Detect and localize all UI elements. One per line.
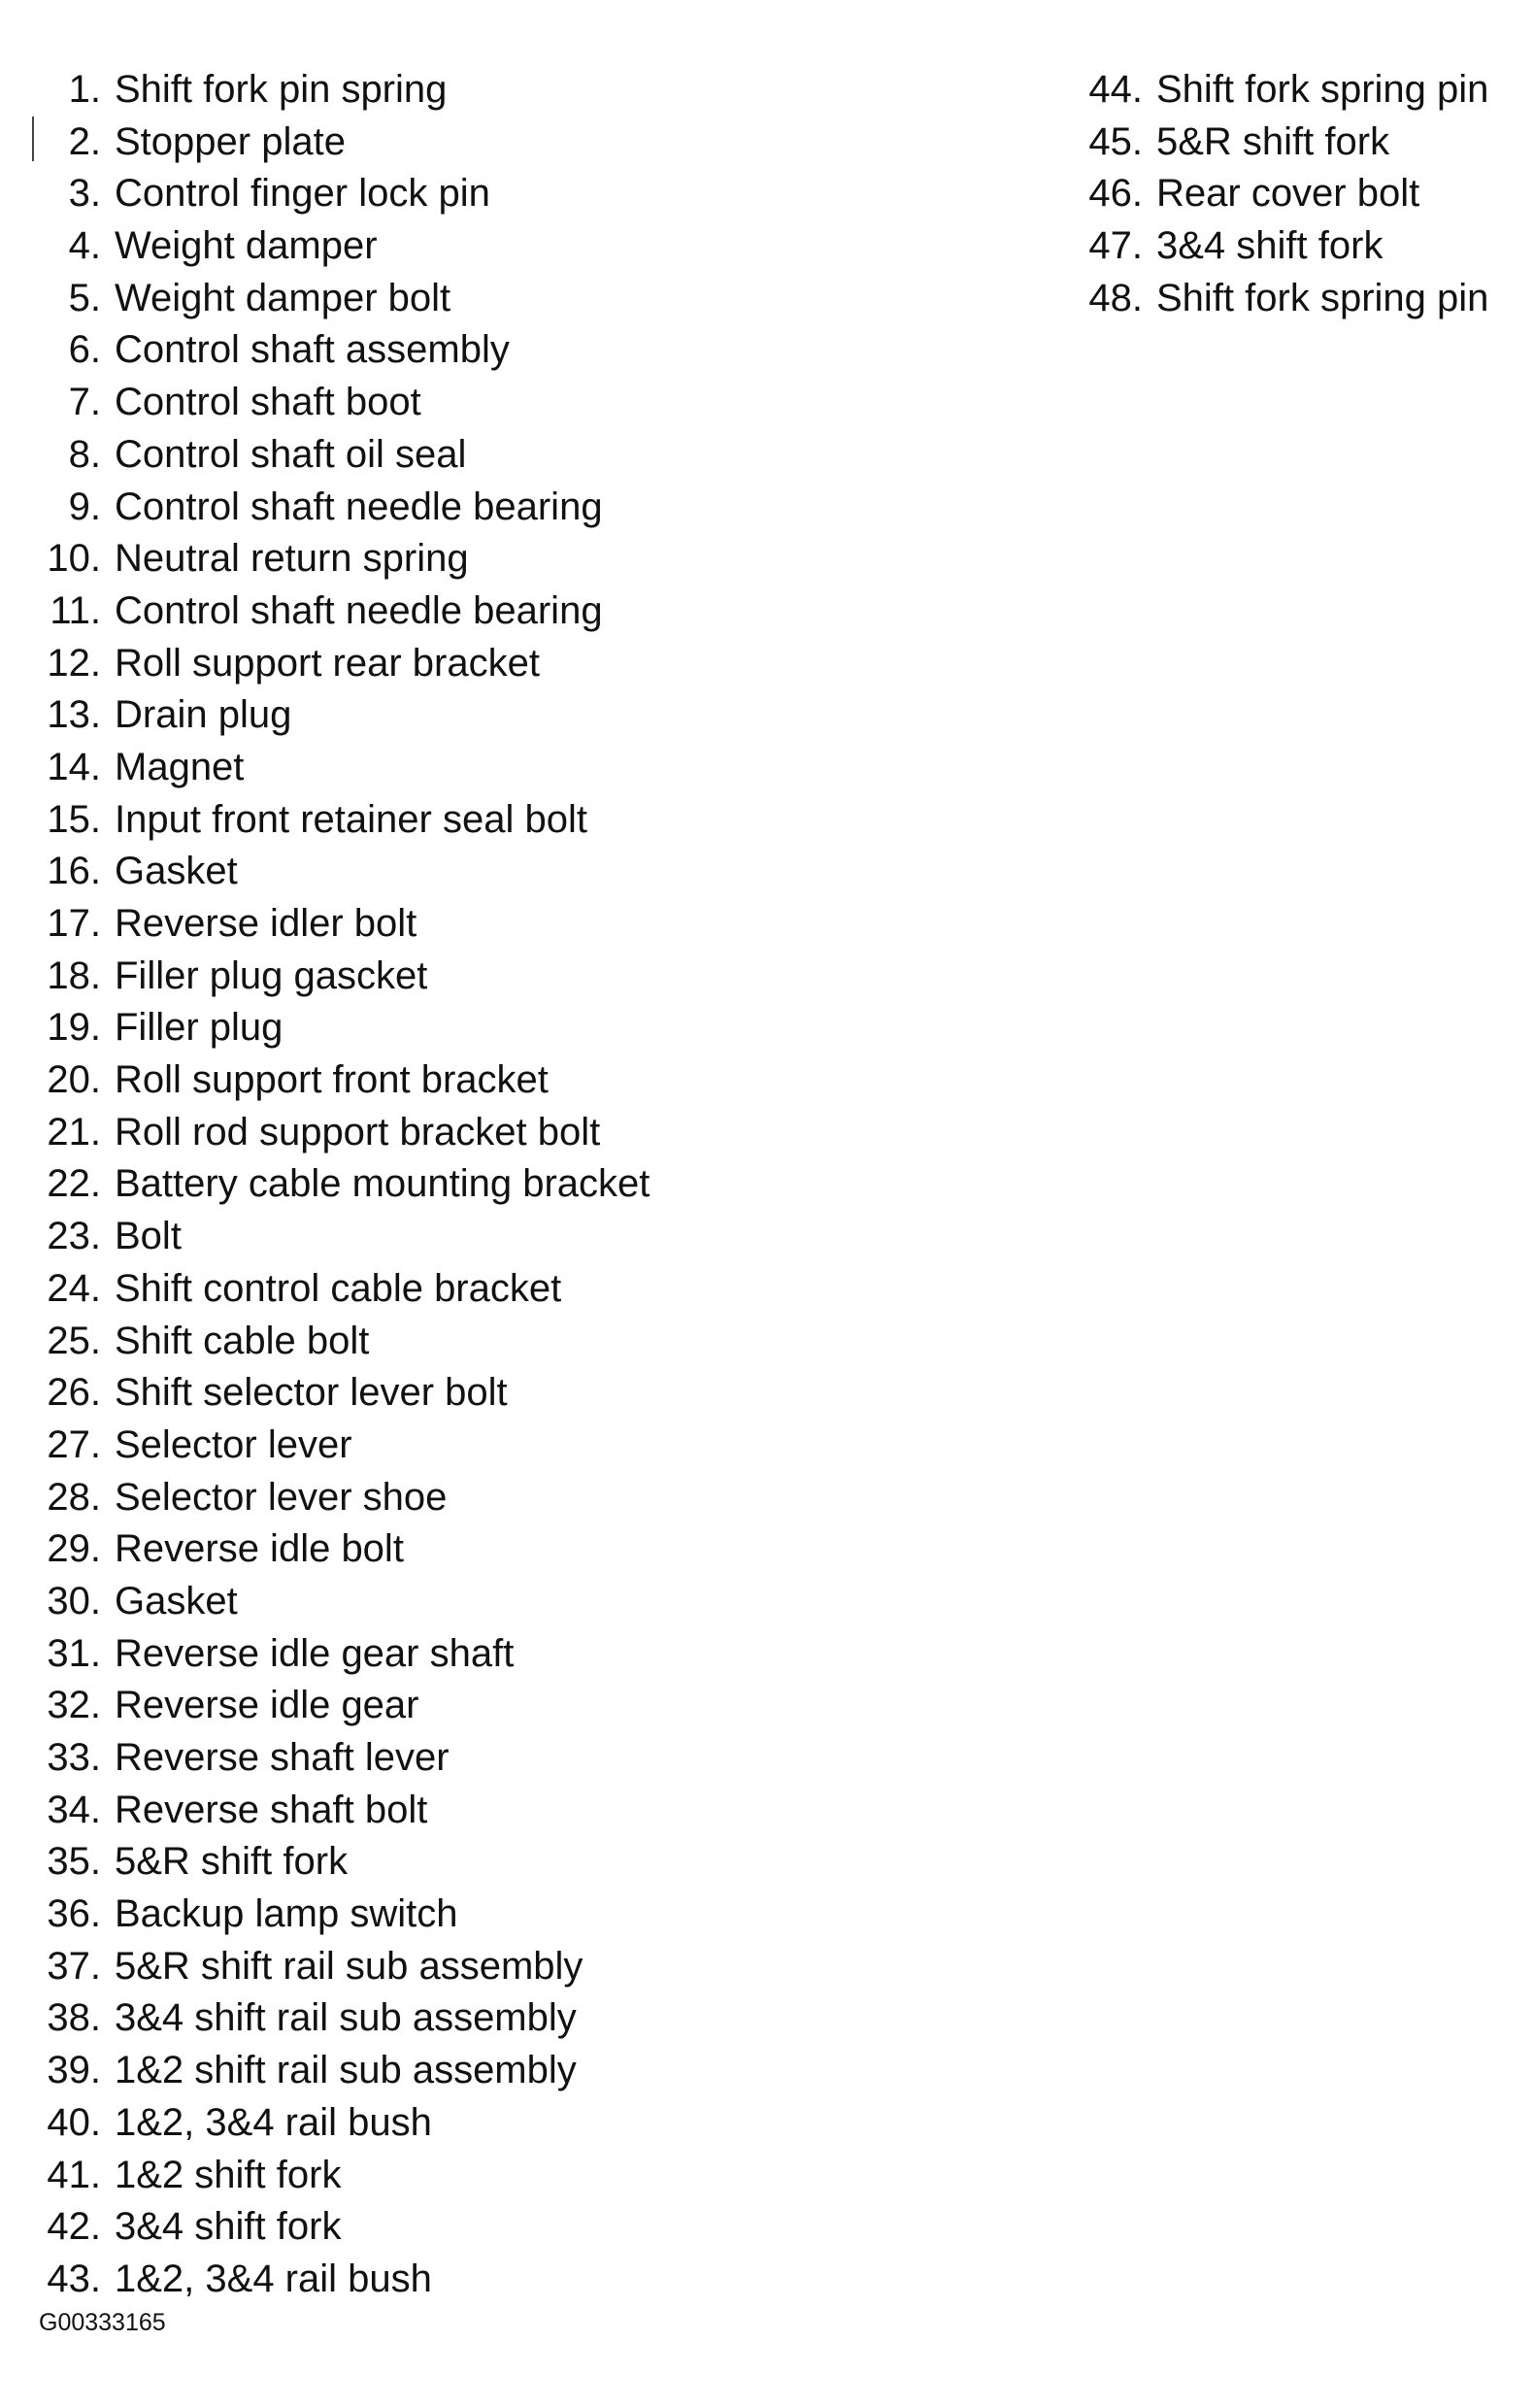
legend-item-label: 3&4 shift fork bbox=[1156, 224, 1384, 268]
legend-item bbox=[39, 742, 913, 794]
legend-item bbox=[1083, 64, 1529, 117]
legend-item bbox=[39, 2201, 913, 2254]
legend-item-label: Shift cable bolt bbox=[115, 1319, 370, 1362]
legend-item-number: 16. bbox=[47, 850, 101, 893]
legend-item bbox=[39, 1002, 913, 1054]
legend-item bbox=[39, 64, 913, 117]
legend-item-label: Reverse idle bolt bbox=[115, 1527, 404, 1571]
legend-item-label: 1&2, 3&4 rail bush bbox=[115, 2100, 432, 2144]
legend-item-label: 5&R shift fork bbox=[115, 1840, 349, 1884]
legend-item-number: 5. bbox=[68, 276, 101, 319]
legend-item bbox=[39, 1992, 913, 2045]
legend-item-number: 25. bbox=[47, 1319, 101, 1362]
legend-item-label: 1&2 shift fork bbox=[115, 2153, 342, 2196]
legend-right-column bbox=[1083, 64, 1529, 324]
legend-item bbox=[1083, 220, 1529, 273]
legend-item-number: 1. bbox=[68, 68, 101, 111]
legend-item bbox=[39, 846, 913, 898]
legend-item-label: Reverse idler bolt bbox=[115, 902, 417, 945]
legend-item-label: 5&R shift rail sub assembly bbox=[115, 1944, 584, 1988]
legend-item-label: Shift fork spring pin bbox=[1156, 68, 1489, 111]
legend-item-label: Roll rod support bracket bolt bbox=[115, 1110, 601, 1154]
legend-item-number: 9. bbox=[68, 485, 101, 528]
legend-item bbox=[39, 1836, 913, 1889]
legend-item-number: 20. bbox=[47, 1058, 101, 1102]
legend-item-label: Bolt bbox=[115, 1215, 182, 1258]
legend-item-label: 1&2 shift rail sub assembly bbox=[115, 2049, 577, 2092]
legend-item-number: 3. bbox=[68, 172, 101, 216]
legend-item-label: Control shaft boot bbox=[115, 381, 421, 424]
legend-item-number: 17. bbox=[47, 902, 101, 945]
legend-item-label: Filler plug bbox=[115, 1006, 283, 1050]
legend-item-label: Shift fork pin spring bbox=[115, 68, 448, 111]
legend-item-label: Drain plug bbox=[115, 693, 292, 737]
legend-item-label: Filler plug gascket bbox=[115, 953, 428, 997]
legend-item-label: Rear cover bolt bbox=[1156, 172, 1420, 216]
legend-item-label: Reverse idle gear shaft bbox=[115, 1631, 515, 1675]
legend-item-number: 33. bbox=[47, 1736, 101, 1779]
legend-item-label: Reverse shaft bolt bbox=[115, 1788, 428, 1831]
legend-item bbox=[39, 1158, 913, 1211]
legend-item-number: 43. bbox=[47, 2257, 101, 2300]
legend-item bbox=[39, 533, 913, 585]
legend-item-label: Selector lever shoe bbox=[115, 1475, 448, 1519]
legend-item bbox=[39, 1680, 913, 1732]
legend-item-number: 2. bbox=[68, 119, 101, 163]
legend-item bbox=[39, 689, 913, 742]
legend-item-label: Neutral return spring bbox=[115, 537, 469, 581]
legend-item-label: Reverse idle gear bbox=[115, 1684, 419, 1727]
legend-item bbox=[39, 377, 913, 429]
figure-id: G00333165 bbox=[39, 2309, 166, 2336]
legend-item-number: 44. bbox=[1088, 68, 1143, 111]
legend-item bbox=[39, 1889, 913, 1941]
legend-item-number: 27. bbox=[47, 1422, 101, 1466]
legend-item-label: Input front retainer seal bolt bbox=[115, 797, 587, 841]
legend-item bbox=[39, 898, 913, 951]
legend-item-label: Selector lever bbox=[115, 1422, 352, 1466]
legend-item-number: 24. bbox=[47, 1266, 101, 1310]
legend-item-number: 23. bbox=[47, 1215, 101, 1258]
legend-item bbox=[39, 1420, 913, 1472]
legend-item-number: 19. bbox=[47, 1006, 101, 1050]
legend-item-number: 10. bbox=[47, 537, 101, 581]
legend-item-number: 47. bbox=[1088, 224, 1143, 268]
legend-item-number: 14. bbox=[47, 745, 101, 788]
legend-item bbox=[39, 951, 913, 1003]
legend-item bbox=[39, 638, 913, 690]
legend-item-label: Control finger lock pin bbox=[115, 172, 490, 216]
legend-item-number: 8. bbox=[68, 432, 101, 476]
legend-item-label: Weight damper bbox=[115, 224, 378, 268]
legend-item bbox=[39, 794, 913, 847]
legend-item-label: Stopper plate bbox=[115, 119, 346, 163]
legend-item-number: 22. bbox=[47, 1162, 101, 1206]
legend-item-number: 12. bbox=[47, 641, 101, 685]
legend-item-label: 3&4 shift rail sub assembly bbox=[115, 1996, 577, 2040]
legend-item bbox=[39, 1941, 913, 1993]
legend-item-number: 18. bbox=[47, 953, 101, 997]
legend-item-label: Shift selector lever bolt bbox=[115, 1371, 508, 1415]
legend-item-number: 21. bbox=[47, 1110, 101, 1154]
legend-item-number: 26. bbox=[47, 1371, 101, 1415]
legend-item-label: Gasket bbox=[115, 850, 238, 893]
legend-item bbox=[39, 1316, 913, 1368]
legend-item-number: 37. bbox=[47, 1944, 101, 1988]
legend-item-label: Control shaft needle bearing bbox=[115, 588, 603, 632]
margin-mark bbox=[32, 117, 34, 161]
legend-item-number: 39. bbox=[47, 2049, 101, 2092]
legend-item-number: 35. bbox=[47, 1840, 101, 1884]
legend-item-number: 41. bbox=[47, 2153, 101, 2196]
legend-item bbox=[39, 1576, 913, 1628]
legend-item bbox=[39, 585, 913, 638]
legend-item-label: Roll support rear bracket bbox=[115, 641, 540, 685]
legend-item bbox=[39, 2150, 913, 2202]
legend-item bbox=[39, 220, 913, 273]
legend-item-number: 36. bbox=[47, 1892, 101, 1936]
legend-item-label: Battery cable mounting bracket bbox=[115, 1162, 650, 1206]
legend-item-number: 42. bbox=[47, 2205, 101, 2249]
legend-item-number: 31. bbox=[47, 1631, 101, 1675]
legend-item-number: 34. bbox=[47, 1788, 101, 1831]
legend-item bbox=[39, 1107, 913, 1159]
legend-item-label: Magnet bbox=[115, 745, 245, 788]
legend-item-label: Roll support front bracket bbox=[115, 1058, 549, 1102]
legend-item bbox=[39, 2097, 913, 2150]
legend-item bbox=[39, 1367, 913, 1420]
legend-item-number: 13. bbox=[47, 693, 101, 737]
legend-item-number: 38. bbox=[47, 1996, 101, 2040]
legend-item bbox=[39, 429, 913, 482]
legend-item-number: 28. bbox=[47, 1475, 101, 1519]
legend-item-label: 3&4 shift fork bbox=[115, 2205, 342, 2249]
legend-item-number: 40. bbox=[47, 2100, 101, 2144]
legend-item-number: 6. bbox=[68, 328, 101, 372]
legend-item-number: 48. bbox=[1088, 276, 1143, 319]
legend-item-label: Weight damper bolt bbox=[115, 276, 451, 319]
legend-item-label: Shift control cable bracket bbox=[115, 1266, 562, 1310]
legend-item bbox=[39, 1523, 913, 1576]
legend-item-label: Reverse shaft lever bbox=[115, 1736, 450, 1779]
legend-item-label: Gasket bbox=[115, 1579, 238, 1622]
legend-item-label: Control shaft assembly bbox=[115, 328, 510, 372]
legend-item-number: 45. bbox=[1088, 119, 1143, 163]
legend-item bbox=[39, 1211, 913, 1263]
legend-item-number: 29. bbox=[47, 1527, 101, 1571]
legend-item-number: 4. bbox=[68, 224, 101, 268]
legend-item bbox=[39, 1628, 913, 1681]
legend-item bbox=[39, 1263, 913, 1316]
legend-item-number: 30. bbox=[47, 1579, 101, 1622]
legend-left-column bbox=[39, 64, 913, 2306]
legend-item-label: Backup lamp switch bbox=[115, 1892, 458, 1936]
legend-item bbox=[39, 1785, 913, 1837]
legend-item-label: Control shaft needle bearing bbox=[115, 485, 603, 528]
legend-item bbox=[39, 168, 913, 220]
legend-item-label: Shift fork spring pin bbox=[1156, 276, 1489, 319]
legend-item-label: 1&2, 3&4 rail bush bbox=[115, 2257, 432, 2300]
legend-item-number: 7. bbox=[68, 381, 101, 424]
legend-item-number: 11. bbox=[50, 588, 101, 632]
legend-item bbox=[1083, 117, 1529, 169]
legend-item bbox=[39, 1472, 913, 1524]
legend-item-number: 15. bbox=[47, 797, 101, 841]
legend-item bbox=[39, 1054, 913, 1107]
legend-item bbox=[39, 2254, 913, 2306]
legend-item-label: Control shaft oil seal bbox=[115, 432, 467, 476]
legend-item-number: 46. bbox=[1088, 172, 1143, 216]
legend-item bbox=[39, 482, 913, 534]
legend-item-label: 5&R shift fork bbox=[1156, 119, 1390, 163]
legend-item bbox=[39, 324, 913, 377]
legend-item bbox=[1083, 273, 1529, 325]
legend-item-number: 32. bbox=[47, 1684, 101, 1727]
legend-item bbox=[39, 273, 913, 325]
legend-item bbox=[39, 1732, 913, 1785]
legend-item bbox=[1083, 168, 1529, 220]
legend-item bbox=[39, 117, 913, 169]
legend-item bbox=[39, 2045, 913, 2097]
